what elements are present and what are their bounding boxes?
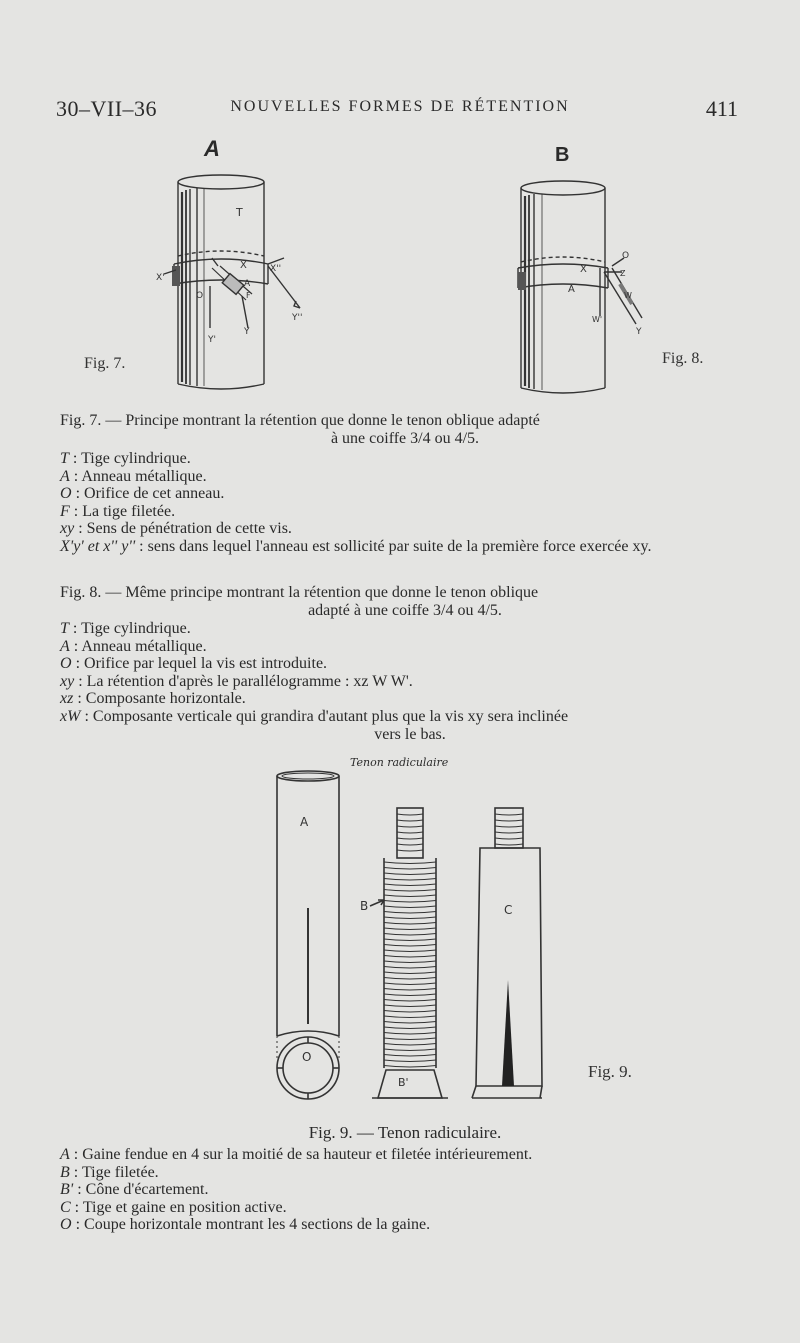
fig7-mark-y: Y [244,327,250,337]
thread-line [384,1011,436,1013]
legend-sep: : [71,485,85,503]
fig8-mark-o: O [622,251,630,261]
legend-sep: : [73,690,86,708]
fig7-caption [60,412,750,448]
thread-line [384,901,436,903]
thread-line [495,826,523,827]
thread-line [397,844,423,845]
legend-text: Sens de pénétration de cette vis. [86,520,292,538]
fig8-mark-z: Z [620,269,626,278]
legend-key: O [60,655,72,673]
fig9-legend [60,1146,760,1234]
thread-line [384,912,436,914]
legend-text: Anneau métallique. [81,637,207,655]
thread-line [384,983,436,985]
thread-line [384,967,436,969]
legend-sep: : [135,537,148,555]
legend-key: A [60,1146,70,1163]
legend-text: Tige cylindrique. [81,450,191,467]
fig8-caption-line1: Fig. 8. — Même principe montrant la rétention que donne le tenon oblique [60,584,539,601]
fig7-mark-xpp: X'' [270,264,282,274]
legend-key: B [60,1163,70,1181]
legend-row [60,690,760,708]
fig8-mark-w: W [624,291,632,300]
fig9-mark-bp: B' [398,1076,409,1089]
thread-line [397,820,423,821]
legend-sep: : [69,637,82,655]
legend-key: T [60,450,69,467]
legend-continuation: vers le bas. [374,725,446,743]
legend-row [60,520,760,538]
header-date: 30–VII–36 [56,96,158,121]
fig7-letter: A [204,136,220,161]
fig7-mark-f: F [246,291,251,300]
fig9-illustration [260,768,560,1108]
legend-text: Composante horizontale. [85,690,246,708]
legend-text: sens dans lequel l'anneau est sollicité par suite de la première force exercée xy. [147,537,652,555]
thread-line [397,832,423,833]
thread-line [384,961,436,963]
thread-line [384,939,436,941]
thread-line [384,1049,436,1051]
thread-line [384,879,436,881]
fig9-mark-c: C [504,903,513,917]
legend-sep: : [68,450,82,467]
fig9-mark-a: A [300,815,309,829]
fig8-mark-y: Y [636,327,642,337]
legend-row [60,655,760,673]
header-title: NOUVELLES FORMES DE RÉTENTION [230,98,570,115]
thread-line [384,1060,436,1062]
thread-line [384,890,436,892]
thread-line [384,1027,436,1029]
thread-line [384,884,436,886]
fig8-illustration [500,176,670,406]
thread-line [384,1022,436,1024]
legend-row [60,1164,760,1182]
page-number: 411 [705,96,738,121]
thread-line [384,1038,436,1040]
thread-line [384,1000,436,1002]
fig8-label: Fig. 8. [662,350,704,367]
thread-line [384,972,436,974]
legend-row [60,708,760,726]
legend-sep: : [69,502,83,520]
fig7-caption-line1: Fig. 7. — Principe montrant la rétention que donne le tenon oblique adapté [60,412,540,429]
legend-row [60,1199,760,1217]
fig9-mark-b: B [360,899,369,913]
legend-text: Orifice de cet anneau. [84,485,225,503]
thread-line [384,868,436,870]
legend-sep: : [70,1198,83,1216]
fig7-mark-xp: X' [156,273,165,283]
thread-line [397,850,423,851]
thread-line [384,945,436,947]
legend-key: B' [60,1181,74,1199]
thread-line [384,1005,436,1007]
fig7-mark-a: A [244,279,251,289]
legend-key: A [60,637,70,655]
legend-key: F [60,502,70,520]
legend-sep: : [74,520,87,538]
thread-line [384,862,436,864]
fig7-illustration [150,168,340,398]
thread-line [495,838,523,839]
fig9-caption: Fig. 9. — Tenon radiculaire. [308,1123,502,1142]
fig7-mark-x: X [240,260,247,271]
legend-key: T [60,620,69,637]
thread-line [384,906,436,908]
legend-key: O [60,485,72,503]
legend-text: Tige cylindrique. [81,620,191,637]
legend-row [60,638,760,656]
thread-line [384,1055,436,1057]
fig8-legend [60,620,760,743]
fig7-mark-t: T [236,206,243,219]
fig8-mark-wp: W' [592,315,603,324]
legend-row [60,468,760,486]
thread-line [384,1033,436,1035]
thread-line [384,994,436,996]
legend-sep: : [71,1216,85,1234]
legend-key: xW [60,707,81,725]
legend-row [60,1216,760,1234]
fig9-mark-o: O [302,1050,312,1064]
fig8-letter: B [555,144,570,166]
thread-line [384,1016,436,1018]
thread-line [384,989,436,991]
legend-sep: : [71,655,85,673]
legend-text: Cône d'écartement. [85,1181,209,1199]
thread-line [384,956,436,958]
legend-text: Gaine fendue en 4 sur la moitié de sa hauteur et filetée intérieurement. [82,1146,533,1163]
thread-line [384,934,436,936]
fig7-mark-o: O [196,291,204,301]
legend-key: C [60,1198,71,1216]
thread-line [495,832,523,833]
thread-line [384,1044,436,1046]
thread-line [384,978,436,980]
fig7-label: Fig. 7. [84,355,126,372]
thread-line [384,917,436,919]
thread-line [384,950,436,952]
legend-text: Tige filetée. [81,1163,159,1181]
legend-row [60,503,760,521]
legend-sep: : [69,467,82,485]
fig8-caption [60,584,750,620]
fig9-label: Fig. 9. [588,1062,632,1081]
thread-line [384,895,436,897]
legend-text: Tige et gaine en position active. [82,1198,287,1216]
fig8-mark-a: A [568,284,575,295]
legend-text: Anneau métallique. [81,467,207,485]
legend-sep: : [68,620,82,637]
legend-sep: : [69,1146,83,1163]
legend-key: O [60,1216,72,1234]
thread-line [384,1066,436,1068]
legend-key: xy [60,672,75,690]
legend-row [60,620,760,638]
legend-text: La rétention d'après le parallélogramme : xz W W'. [86,672,413,690]
legend-row [60,450,760,468]
legend-key: xy [60,520,75,538]
running-head [0,96,800,126]
legend-key: xz [60,690,74,708]
legend-key: A [60,467,70,485]
legend-row [60,1146,760,1164]
thread-line [495,844,523,845]
fig8-caption-line2: adapté à une coiffe 3/4 ou 4/5. [308,602,502,619]
fig7-legend [60,450,760,556]
fig7-mark-ypp: Y'' [292,313,303,323]
legend-text: Orifice par lequel la vis est introduite. [84,655,328,673]
thread-line [384,923,436,925]
fig7-mark-yp: Y' [208,335,216,345]
legend-text: Coupe horizontale montrant les 4 sections de la gaine. [84,1216,431,1234]
legend-sep: : [80,707,93,725]
thread-line [495,814,523,815]
legend-text: La tige filetée. [82,502,176,520]
fig7-caption-line2: à une coiffe 3/4 ou 4/5. [330,430,480,447]
legend-row [60,1181,760,1199]
thread-line [384,928,436,930]
legend-sep: : [73,1181,86,1199]
legend-text: Composante verticale qui grandira d'autant plus que la vis xy sera inclinée [92,707,569,725]
legend-sep: : [74,672,87,690]
fig9-handwritten-title: Tenon radiculaire [350,756,449,769]
thread-line [397,838,423,839]
thread-line [397,814,423,815]
thread-line [384,873,436,875]
thread-line [495,820,523,821]
legend-sep: : [69,1163,82,1181]
thread-line [397,826,423,827]
fig8-mark-x: X [580,264,587,275]
legend-row [60,673,760,691]
legend-key: X'y' et x'' y'' [60,537,136,555]
legend-row [60,485,760,503]
legend-row [60,538,760,556]
